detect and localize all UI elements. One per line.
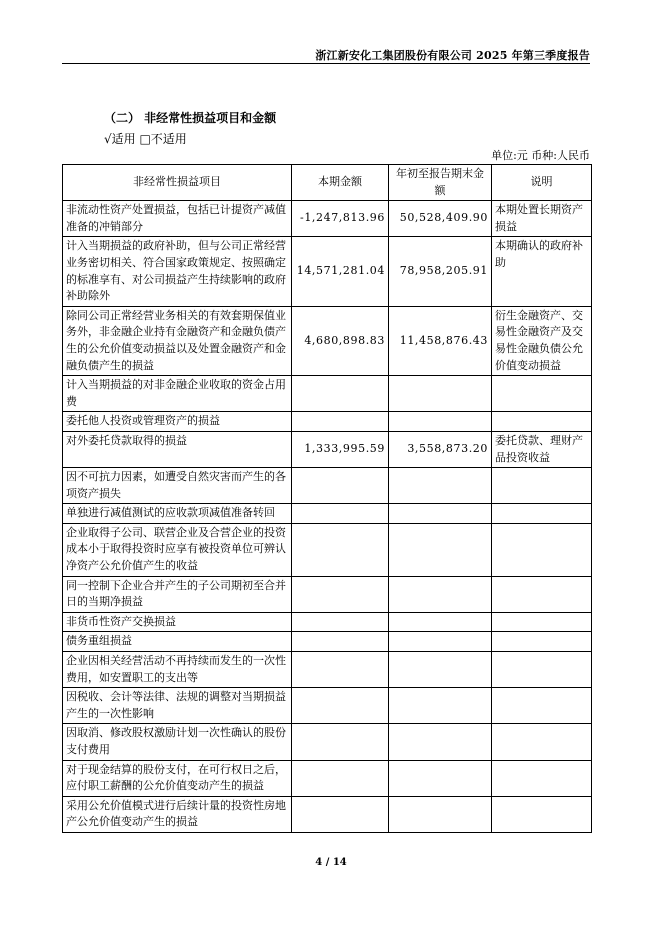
row-current-amount (292, 688, 389, 724)
row-ytd-amount (389, 796, 492, 832)
column-header-item: 非经常性损益项目 (63, 165, 292, 201)
row-note (492, 632, 592, 652)
column-header-ytd: 年初至报告期末金额 (389, 165, 492, 201)
row-current-amount (292, 523, 389, 576)
section-title: （二） 非经常性损益项目和金额 (104, 111, 277, 125)
row-current-amount (292, 376, 389, 412)
table-row (63, 688, 592, 724)
row-note: 本期确认的政府补助 (492, 237, 592, 306)
row-ytd-amount: 11,458,876.43 (389, 306, 492, 375)
row-ytd-amount (389, 576, 492, 612)
row-ytd-amount (389, 760, 492, 796)
non-recurring-gains-table (62, 164, 592, 833)
row-note (492, 576, 592, 612)
row-item-label: 企业取得子公司、联营企业及合营企业的投资成本小于取得投资时应享有被投资单位可辨认净资产公允价值产生的收益 (63, 523, 292, 576)
column-header-note: 说明 (492, 165, 592, 201)
table-body (63, 201, 592, 833)
row-ytd-amount: 78,958,205.91 (389, 237, 492, 306)
row-current-amount (292, 612, 389, 632)
row-current-amount (292, 796, 389, 832)
row-note (492, 523, 592, 576)
row-current-amount (292, 504, 389, 524)
row-ytd-amount (389, 612, 492, 632)
row-ytd-amount (389, 632, 492, 652)
row-ytd-amount (389, 523, 492, 576)
row-note (492, 504, 592, 524)
row-ytd-amount (389, 724, 492, 760)
row-note (492, 376, 592, 412)
row-item-label: 债务重组损益 (63, 632, 292, 652)
table-row (63, 468, 592, 504)
row-item-label: 因取消、修改股权激励计划一次性确认的股份支付费用 (63, 724, 292, 760)
table-row (63, 237, 592, 306)
row-item-label: 计入当期损益的对非金融企业收取的资金占用费 (63, 376, 292, 412)
table-row (63, 504, 592, 524)
report-header: 浙江新安化工集团股份有限公司 2025 年第三季度报告 (315, 49, 590, 62)
row-current-amount: 4,680,898.83 (292, 306, 389, 375)
row-item-label: 对外委托贷款取得的损益 (63, 431, 292, 467)
row-note (492, 688, 592, 724)
row-note (492, 724, 592, 760)
row-item-label: 单独进行减值测试的应收款项减值准备转回 (63, 504, 292, 524)
row-current-amount (292, 412, 389, 432)
row-item-label: 计入当期损益的政府补助，但与公司正常经营业务密切相关、符合国家政策规定、按照确定的标准享有、对公司损益产生持续影响的政府补助除外 (63, 237, 292, 306)
table-row (63, 576, 592, 612)
table-row (63, 523, 592, 576)
row-item-label: 委托他人投资或管理资产的损益 (63, 412, 292, 432)
unit-currency-label: 单位:元 币种:人民币 (491, 149, 590, 162)
row-note (492, 760, 592, 796)
row-item-label: 非流动性资产处置损益，包括已计提资产减值准备的冲销部分 (63, 201, 292, 237)
row-item-label: 对于现金结算的股份支付，在可行权日之后，应付职工薪酬的公允价值变动产生的损益 (63, 760, 292, 796)
row-note: 委托贷款、理财产品投资收益 (492, 431, 592, 467)
row-item-label: 企业因相关经营活动不再持续而发生的一次性费用，如安置职工的支出等 (63, 652, 292, 688)
row-current-amount (292, 724, 389, 760)
table-row (63, 652, 592, 688)
row-current-amount (292, 468, 389, 504)
row-ytd-amount: 3,558,873.20 (389, 431, 492, 467)
header-divider (62, 63, 590, 64)
row-current-amount (292, 632, 389, 652)
row-current-amount (292, 760, 389, 796)
table-header-row (63, 165, 592, 201)
row-current-amount (292, 576, 389, 612)
page-number: 4 / 14 (315, 857, 347, 868)
column-header-current: 本期金额 (292, 165, 389, 201)
row-current-amount: 1,333,995.59 (292, 431, 389, 467)
row-ytd-amount (389, 504, 492, 524)
table-row (63, 376, 592, 412)
row-item-label: 非货币性资产交换损益 (63, 612, 292, 632)
row-item-label: 因税收、会计等法律、法规的调整对当期损益产生的一次性影响 (63, 688, 292, 724)
row-ytd-amount (389, 652, 492, 688)
row-ytd-amount (389, 412, 492, 432)
row-current-amount: 14,571,281.04 (292, 237, 389, 306)
row-item-label: 采用公允价值模式进行后续计量的投资性房地产公允价值变动产生的损益 (63, 796, 292, 832)
row-item-label: 除同公司正常经营业务相关的有效套期保值业务外，非金融企业持有金融资产和金融负债产生的公允价值变动损益以及处置金融资产和金融负债产生的损益 (63, 306, 292, 375)
table-row (63, 412, 592, 432)
row-item-label: 因不可抗力因素，如遭受自然灾害而产生的各项资产损失 (63, 468, 292, 504)
table-row (63, 431, 592, 467)
table-row (63, 306, 592, 375)
row-note (492, 412, 592, 432)
row-ytd-amount (389, 376, 492, 412)
row-note (492, 468, 592, 504)
row-current-amount (292, 652, 389, 688)
row-ytd-amount (389, 688, 492, 724)
table-row (63, 632, 592, 652)
row-note: 本期处置长期资产损益 (492, 201, 592, 237)
table-row (63, 760, 592, 796)
row-note: 衍生金融资产、交易性金融资产及交易性金融负债公允价值变动损益 (492, 306, 592, 375)
row-ytd-amount: 50,528,409.90 (389, 201, 492, 237)
applicability-checkboxes: √适用 □不适用 (104, 132, 187, 146)
table-row (63, 201, 592, 237)
table-row (63, 612, 592, 632)
row-item-label: 同一控制下企业合并产生的子公司期初至合并日的当期净损益 (63, 576, 292, 612)
table-row (63, 724, 592, 760)
table-row (63, 796, 592, 832)
row-current-amount: -1,247,813.96 (292, 201, 389, 237)
row-note (492, 796, 592, 832)
row-note (492, 652, 592, 688)
row-note (492, 612, 592, 632)
row-ytd-amount (389, 468, 492, 504)
